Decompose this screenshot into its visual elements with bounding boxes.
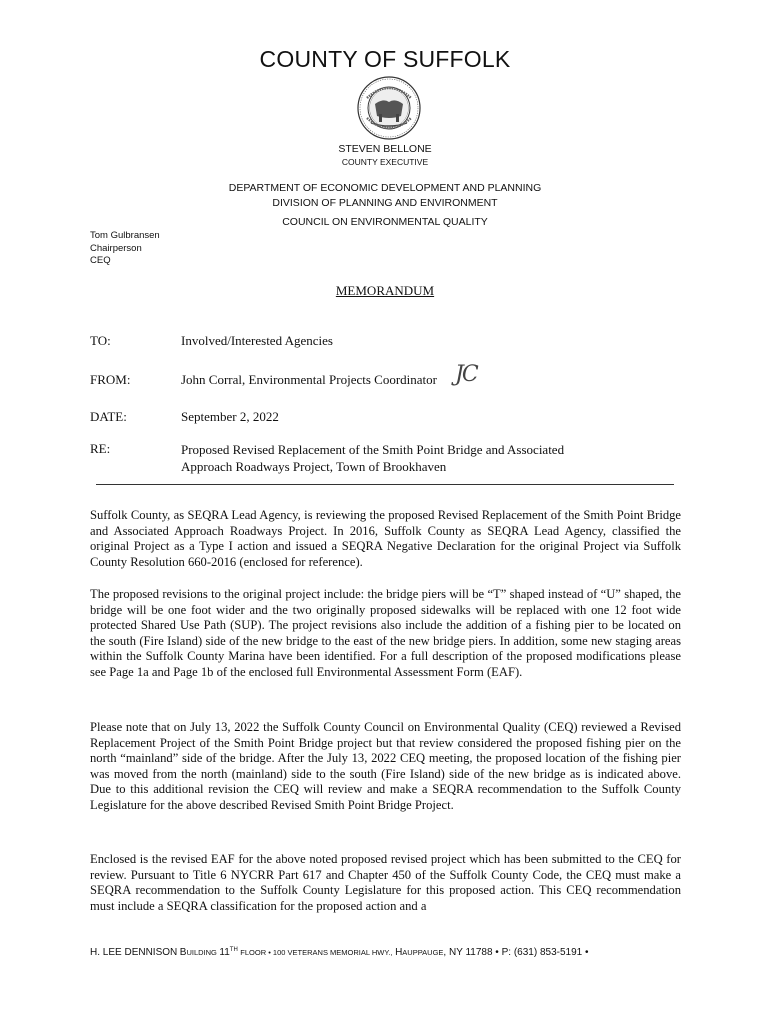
- county-executive-title: COUNTY EXECUTIVE: [341, 157, 429, 167]
- chairperson-block: [90, 230, 160, 268]
- chair-org: CEQ: [90, 255, 111, 266]
- footer-address: H. LEE DENNISON BUILDING 11TH FLOOR • 100 VETERANS MEMORIAL HWY., HAUPPAUGE, NY 11788 • P: (631) 853-5191 •: [90, 947, 589, 958]
- chair-title: Chairperson: [90, 242, 142, 254]
- to-value: Involved/Interested Agencies: [181, 333, 333, 348]
- department-line-1: DEPARTMENT OF ECONOMIC DEVELOPMENT AND PLANNING: [228, 182, 542, 194]
- date-value: September 2, 2022: [181, 409, 279, 424]
- memo-heading: MEMORANDUM: [335, 283, 435, 298]
- department-line-2: DIVISION OF PLANNING AND ENVIRONMENT: [272, 197, 498, 209]
- to-label: TO:: [90, 333, 111, 348]
- council-heading: COUNCIL ON ENVIRONMENTAL QUALITY: [282, 216, 488, 228]
- body-paragraph-3: Please note that on July 13, 2022 the Suffolk County Council on Environmental Quality (CEQ) reviewed a Revised Replacement Project of the Smith Point Bridge project but that review considered the proposed fishing pier on the north “mainland” side of the bridge. After the July 13, 2022 CEQ meeting, the proposed location of the fishing pier was moved from the north (mainland) side to the south (Fire Island) side of the new bridge as is indicated above. Due to this additional revision the CEQ will review and make a SEQRA recommendation to the Suffolk County Legislature for the above described Revised Smith Point Bridge Project.: [90, 720, 681, 812]
- department-heading: [0, 181, 770, 211]
- from-label: FROM:: [90, 372, 131, 387]
- chair-name: Tom Gulbransen: [90, 230, 160, 241]
- county-executive-name: STEVEN BELLONE: [338, 143, 432, 155]
- re-value: [181, 441, 681, 475]
- date-label: DATE:: [90, 409, 127, 424]
- county-title: COUNTY OF SUFFOLK: [259, 46, 511, 72]
- signature-initials: JC: [455, 362, 477, 387]
- county-seal-icon: [357, 76, 421, 140]
- body-paragraph-4: Enclosed is the revised EAF for the above noted proposed revised project which has been submitted to the CEQ for review. Pursuant to Title 6 NYCRR Part 617 and Chapter 450 of the Suffolk County Code, the CEQ must make a SEQRA recommendation to the Suffolk County Legislature for this proposed action. This CEQ recommendation must include a SEQRA classification for the proposed action and a: [90, 852, 681, 913]
- re-label: RE:: [90, 441, 111, 456]
- re-line-1: Proposed Revised Replacement of the Smith Point Bridge and Associated: [181, 442, 565, 457]
- body-paragraph-1: Suffolk County, as SEQRA Lead Agency, is reviewing the proposed Revised Replacement of the Smith Point Bridge and Associated Approach Roadways Project. In 2016, Suffolk County as SEQRA Lead Agency, classified the original Project as a Type I action and issued a SEQRA Negative Declaration for the original Project via Suffolk County Resolution 660-2016 (enclosed for reference).: [90, 508, 681, 569]
- divider-rule: [96, 484, 674, 485]
- re-line-2: Approach Roadways Project, Town of Brookhaven: [181, 459, 447, 474]
- from-value: John Corral, Environmental Projects Coordinator: [181, 372, 437, 387]
- body-paragraph-2: The proposed revisions to the original project include: the bridge piers will be “T” shaped instead of “U” shaped, the bridge will be one foot wider and the two originally proposed sidewalks will be replaced with one 12 foot wide protected Shared Use Path (SUP). The project revisions also include the addition of a fishing pier to be located on the south (Fire Island) side of the new bridge to the east of the new bridge piers. In addition, some new staging areas within the Suffolk County Marina have been identified. For a full description of the proposed modifications please see Page 1a and Page 1b of the enclosed full Environmental Assessment Form (EAF).: [90, 587, 681, 679]
